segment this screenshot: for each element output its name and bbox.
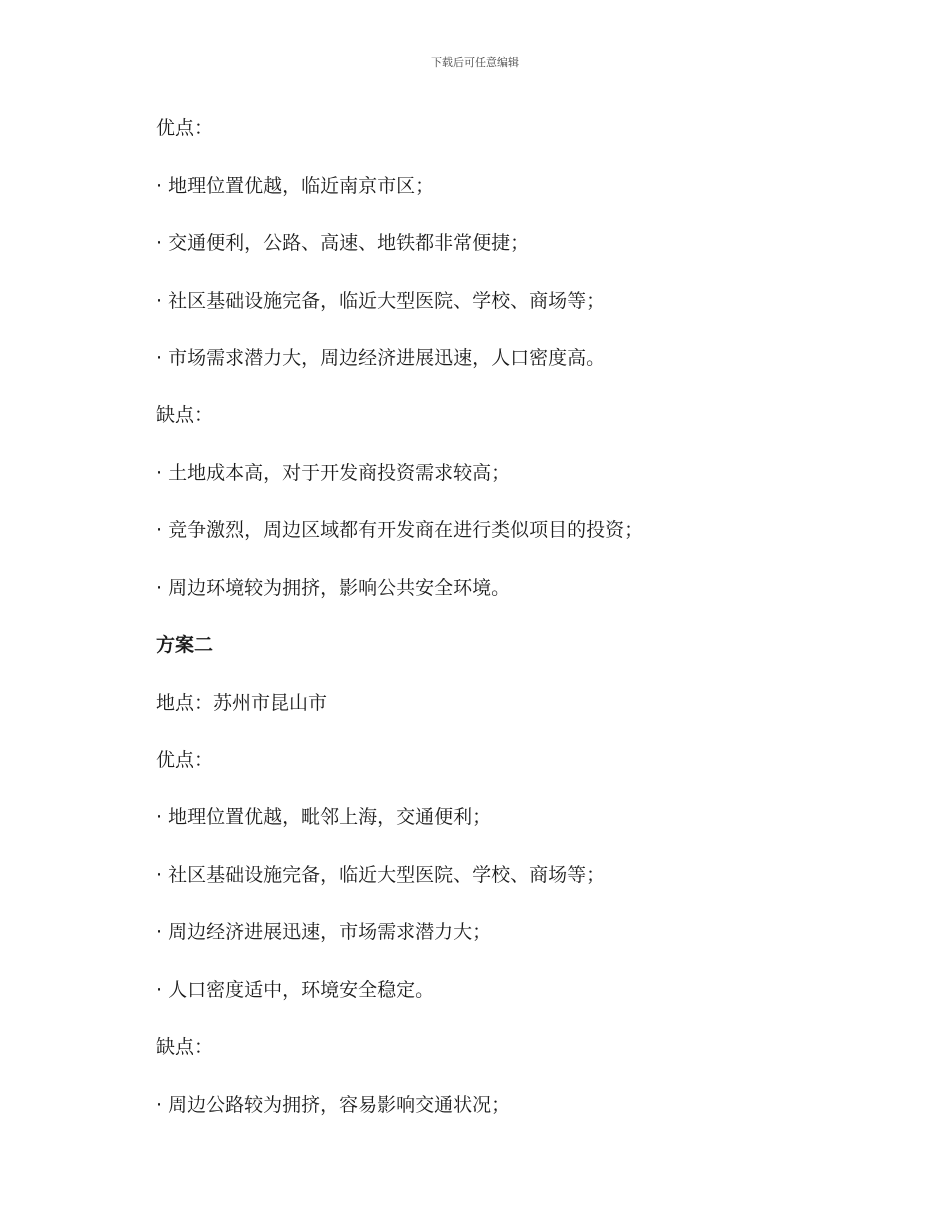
list-item: · 社区基础设施完备，临近大型医院、学校、商场等；	[156, 290, 606, 312]
list-item: · 土地成本高，对于开发商投资需求较高；	[156, 462, 511, 484]
list-item: · 地理位置优越，毗邻上海，交通便利；	[156, 806, 492, 828]
cons-label: 缺点：	[156, 404, 214, 426]
list-item: · 周边经济进展迅速，市场需求潜力大；	[156, 921, 492, 943]
page-header: 下载后可任意编辑	[431, 56, 519, 69]
list-item: · 人口密度适中，环境安全稳定。	[156, 979, 435, 1001]
list-item: · 竞争激烈，周边区域都有开发商在进行类似项目的投资；	[156, 519, 644, 541]
cons-label: 缺点：	[156, 1036, 214, 1058]
list-item: · 社区基础设施完备，临近大型医院、学校、商场等；	[156, 864, 606, 886]
list-item: · 周边环境较为拥挤，影响公共安全环境。	[156, 577, 511, 599]
section-heading: 方案二	[156, 634, 214, 656]
pros-label: 优点：	[156, 749, 214, 771]
location-label: 地点：苏州市昆山市	[156, 692, 328, 714]
list-item: · 市场需求潜力大，周边经济进展迅速，人口密度高。	[156, 347, 606, 369]
list-item: · 地理位置优越，临近南京市区；	[156, 175, 435, 197]
list-item: · 交通便利，公路、高速、地铁都非常便捷；	[156, 232, 530, 254]
pros-label: 优点：	[156, 117, 214, 139]
list-item: · 周边公路较为拥挤，容易影响交通状况；	[156, 1094, 511, 1116]
